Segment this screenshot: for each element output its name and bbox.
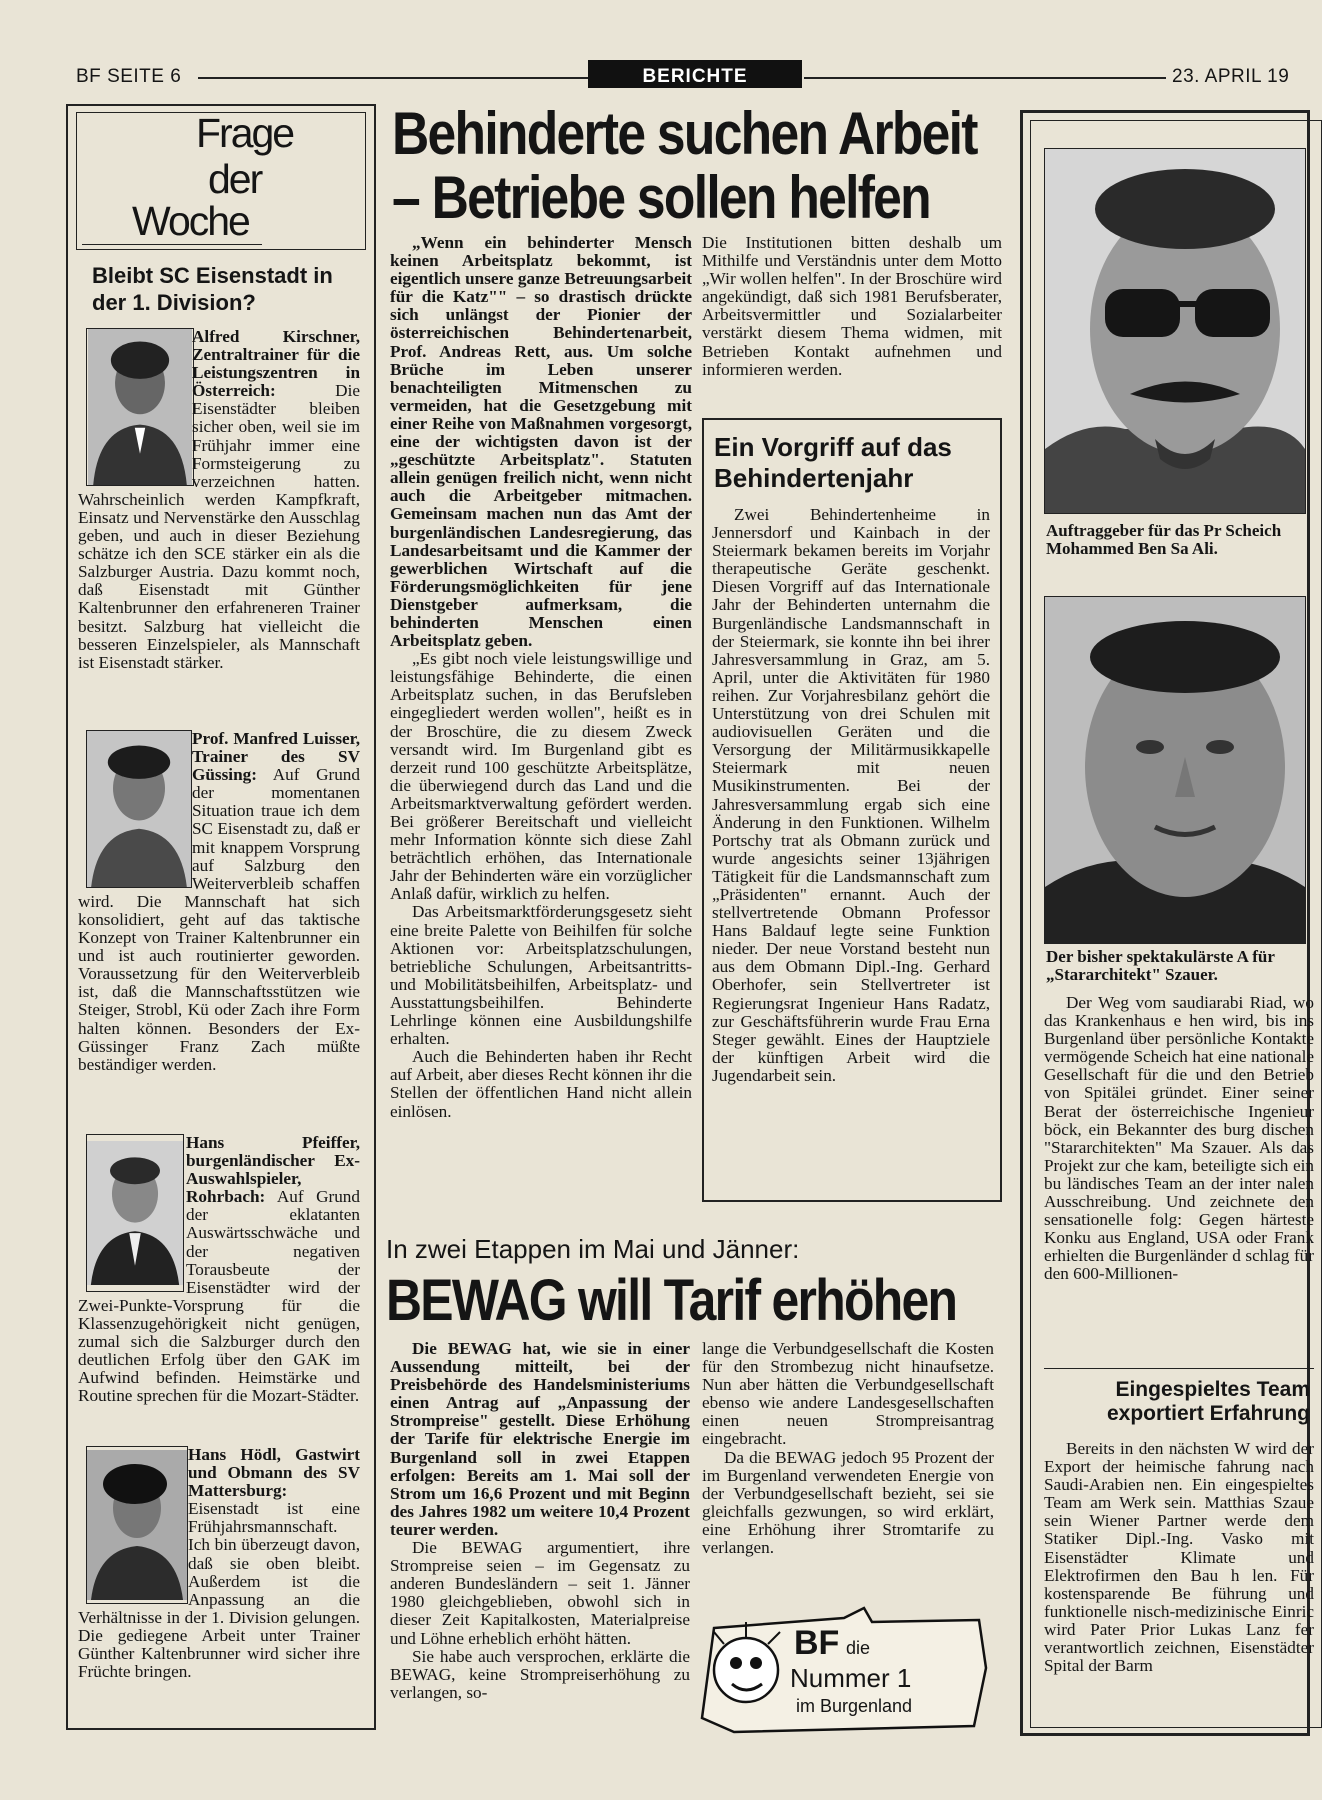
logo-underline (82, 244, 262, 245)
bewag-col2 (702, 1340, 994, 1557)
answer-luisser (78, 730, 360, 1074)
answer-text: Auf Grund der momentanen Situation traue ich dem SC Eisenstadt zu, daß er mit knappem Vorsprung auf Salzburg den Weiterverbleib schaffen wird. Die Mannschaft hat sich konsolidiert, geht auf das taktische Konzept von Trainer Kaltenbrunner ein und ist auch routinierter geworden. Voraussetzung für den Weiterverbleib ist, daß die Mannschaftsstützen wie Steiger, Strobl, Kü oder Zach ihre Form halten können. Besonders der Ex-Güssinger Franz Zach müßte beständiger werden. (78, 765, 360, 1074)
ad-line1: die (846, 1638, 871, 1658)
header-rule-left (198, 77, 588, 79)
answer-name: Alfred Kirschner, Zentraltrainer für die Leistungszentren in Österreich: (192, 327, 360, 401)
main-lead: „Wenn ein behinderter Mensch keinen Arbeitsplatz bekommt, ist eigentlich unsere ganze Betreuungsarbeit für die Katz"" – so drastisch drückte sich unlängst der Pionier der österreichischen Behindertenarbeit, Prof. Andreas Rett, aus. Um solche Brüche im Leben unserer benachteiligten Mitmenschen zu vermeiden, hat die Gesetzgebung mit einer Reihe von Maßnahmen vorgesorgt, eine der wichtigsten davon ist der „geschützte Arbeitsplatz". Statuten allein genügen freilich nicht, wenn nicht auch die Arbeitgeber mitmachen. Gemeinsam machen nun das Amt der burgenländischen Landesregierung, das Landesarbeitsamt und die Kammer der gewerblichen Wirtschaft auf die Förderungsmöglichkeiten für jene Dienstgeber aufmerksam, die behinderten Menschen einen Arbeitsplatz geben. (390, 233, 692, 651)
answer-hoedl (78, 1446, 360, 1681)
vorgriff-text: Zwei Behindertenheime in Jennersdorf und Kainbach in der Steiermark bekamen bereits im Vorjahr therapeutische Geräte geschenkt. Diesen Vorgriff auf das Internationale Jahr der Behinderten unternahm die Burgenländische Landsmannschaft in der Steiermark, sie konnte ihn bei ihrer Jahresversammlung in Graz, am 5. April, unter die Aktivitäten für 1980 reihen. Zur Vorjahresbilanz gehört die Unterstützung von drei Schulen mit audiovisuellen Geräten und die Versorgung der Militärmusikkapelle Steiermark mit neuen Musikinstrumenten. Bei der Jahresversammlung ergab sich eine Änderung in den Funktionen. Wilhelm Portschy trat als Obmann zurück und wurde angesichts seiner 13jährigen Tätigkeit für die Landsmannschaft zum „Präsidenten" ernannt. Auch der stellvertretende Obmann Professor Hans Baldauf legte seine Funktion nieder. Der neue Vorstand besteht nun aus dem Obmann Dipl.-Ing. Gerhard Oberhofer, sein Stellvertreter ist Regierungsrat Ingenieur Hans Radatz, zur Geschäftsführerin wurde Frau Erna Steger gewählt. Eines der Hauptziele der künftigen Arbeit wird die Jugendarbeit sein. (712, 505, 990, 1085)
right-text2-block (1044, 1440, 1314, 1724)
bf-ad (694, 1608, 992, 1736)
issue-date: 23. APRIL 19 (1172, 66, 1290, 87)
main-article-col1 (390, 234, 692, 1121)
main-headline-line2: – Betriebe sollen helfen (392, 164, 930, 231)
ad-line2: Nummer 1 (790, 1663, 912, 1693)
logo-line3: Woche (132, 198, 249, 244)
right-divider (1044, 1368, 1314, 1369)
bewag-p2: Sie habe auch versprochen, erklärte die BEWAG, keine Strompreiserhöhung zu verlangen, so- (390, 1646, 690, 1702)
answer-text: Eisenstadt ist eine Frühjahrsmannschaft. Ich bin überzeugt davon, daß sie oben bleibt. Außerdem ist die Anpassung an die Verhältnisse in der 1. Division gelungen. Die gediegene Arbeit unter Trainer Günther Kaltenbrunner wird sicher ihre Früchte bringen. (78, 1499, 360, 1682)
main-p1: „Es gibt noch viele leistungswillige und leistungsfähige Behinderte, die einen Arbeitsplatz suchen, in das Berufsleben eingegliedert werden wollen", heißt es in der Broschüre, die zu diesem Zweck versandt wird. Im Burgenland gibt es derzeit rund 100 geschützte Arbeitsplätze, die überwiegend durch das Land und die Arbeitsmarktverwaltung gefördert werden. Bei größerer Bereitschaft und vielleicht mehr Information könnte sich diese Zahl beträchtlich erhöhen, das Internationale Jahr der Behinderten wäre ein vorzüglicher Anlaß dafür, wirklich zu helfen. (390, 649, 692, 904)
bewag-lead: Die BEWAG hat, wie sie in einer Aussendung mitteilt, bei der Preisbehörde des Handelsministeriums einen Antrag auf „Anpassung der Strompreise" gestellt. Diese Erhöhung der Tarife für elektrische Energie im Burgenland soll in zwei Etappen erfolgen: Bereits am 1. Mai soll der Strom um 16,6 Prozent und mit Beginn des Jahres 1982 um weitere 10,4 Prozent teurer werden. (390, 1339, 690, 1539)
photo-szauer (1044, 596, 1306, 944)
right-subhead: Eingespieltes Team exportiert Erfahrung (1106, 1378, 1310, 1425)
caption-scheich: Auftraggeber für das Pr Scheich Mohammed Ben Sa Ali. (1046, 521, 1282, 558)
bewag-col1 (390, 1340, 690, 1702)
bewag-kicker: In zwei Etappen im Mai und Jänner: (386, 1234, 800, 1264)
frage-question: Bleibt SC Eisenstadt in der 1. Division? (92, 263, 333, 315)
answer-pfeiffer (78, 1134, 360, 1405)
page-label: SEITE 6 (107, 66, 182, 87)
answer-name: Hans Hödl, Gastwirt und Obmann des SV Mattersburg: (188, 1445, 360, 1501)
answer-kirschner (78, 328, 360, 672)
main-p2: Das Arbeitsmarktförderungsgesetz sieht eine breite Palette von Beihilfen für solche Aktionen vor: Arbeitsplatzschulungen, betriebliche Schulungen, Arbeitsantritts- und Mobilitätsbeihilfen, Arbeitsplatz- und Ausstattungsbeihilfen. Behinderte Lehrlinge können eine Ausbildungshilfe erhalten. (390, 902, 692, 1049)
header-rule-right (804, 77, 1166, 79)
ad-line3: im Burgenland (796, 1696, 913, 1716)
photo-scheich (1044, 148, 1306, 514)
main-headline-line1: Behinderte suchen Arbeit (392, 100, 977, 167)
section-label-text: BERICHTE (642, 66, 748, 87)
ad-brand: BF (794, 1624, 840, 1662)
main-article-col2 (702, 234, 1002, 379)
bewag-p1: Die BEWAG argumentiert, ihre Strompreise seien – im Gegensatz zu anderen Bundesländern – seit 1. Jänner 1980 gleichgeblieben, obwohl sich in dieser Zeit Kapitalkosten, Materialpreise und Löhne erheblich erhöht hätten. (390, 1538, 690, 1648)
vorgriff-title: Ein Vorgriff auf das Behindertenjahr (714, 432, 952, 493)
logo-line1: Frage (196, 110, 294, 156)
vorgriff-text-block (712, 506, 990, 1085)
answer-name: Prof. Manfred Luisser, Trainer des SV Güssing: (192, 729, 360, 785)
paper-short: BF (76, 66, 102, 87)
bewag-p3: lange die Verbundgesellschaft die Kosten für den Strombezug nicht hinaufsetze. Nun aber hätten die Verbundgesellschaft ebenso wie andere Landesgesellschaften einen neuen Strompreisantrag eingebracht. (702, 1339, 994, 1449)
right-text1: Der Weg vom saudiarabi Riad, wo das Krankenhaus e hen wird, bis ins Burgenland über persönliche Kontakte vermögende Scheich hat eine nationale Gesellschaft für die und den Betrieb von Spitälei gründet. Einer seiner Berat der österreichische Ingenieur böck, ein Bekannter des burg dischen "Stararchitekten" Ma Szauer. Als das Projekt zur che kam, beteiligte sich ein bu ländisches Team an der inter nalen Ausschreibung. Und zeichnete den sensationelle folg: Gegen härteste Konku aus England, USA oder Frank erhielten die Burgenländer d schlag für den 600-Millionen- (1044, 993, 1314, 1284)
right-text2: Bereits in den nächsten W wird der Export der heimische fahrung nach Saudi-Arabien nen. Ein eingespieltes Team am Werk sein. Matthias Szaue sein Wiener Partner werde dem Statiker Dipl.-Ing. Vasko mit Eisenstädter Klimate und Elektrofirmen den Bau h len. Für kostensparende Be führung und funktionelle nisch-medizinische Einric wird Pater Prior Lukas Lanz fer verantwortlich zeichnen, Eisenstädter Spital der Barm (1044, 1439, 1314, 1676)
caption-szauer: Der bisher spektakulärste A für „Stararchitekt" Szauer. (1046, 947, 1275, 984)
section-label (588, 60, 802, 88)
main-p4: Die Institutionen bitten deshalb um Mithilfe und Verständnis unter dem Motto „Wir wollen helfen". In der Broschüre wird angekündigt, daß sich 1981 Berufsberater, Arbeitsvermittler und Sozialarbeiter verstärkt diesem Thema widmen, mit Betrieben Kontakt aufnehmen und informieren werden. (702, 233, 1002, 379)
answer-text: Die Eisenstädter bleiben sicher oben, weil sie im Frühjahr immer eine Formsteigerung zu verzeichnen hatten. Wahrscheinlich werden Kampfkraft, Einsatz und Nervenstärke den Ausschlag geben, und auch in dieser Beziehung schätze ich den SCE stärker ein als die Salzburger Austria. Dazu kommt noch, daß Eisenstadt mit Günther Kaltenbrunner den erfahreneren Trainer besitzt. Salzburg hat vielleicht die besseren Einzelspieler, als Mannschaft ist Eisenstadt stärker. (78, 381, 360, 672)
page-number (76, 66, 181, 88)
main-p3: Auch die Behinderten haben ihr Recht auf Arbeit, aber dieses Recht können ihr die Stellen der öffentlichen Hand nicht allein einlösen. (390, 1047, 692, 1121)
logo-line2: der (208, 156, 262, 202)
right-text1-block (1044, 993, 1314, 1284)
answer-name: Hans Pfeiffer, burgenländischer Ex-Auswahlspieler, Rohrbach: (186, 1133, 360, 1207)
bewag-p4: Da die BEWAG jedoch 95 Prozent der im Burgenland verwendeten Energie von der Verbundgesellschaft bezieht, sei sie gleichfalls gezwungen, so wird erklärt, eine Erhöhung ihrer Stromtarife zu verlangen. (702, 1447, 994, 1558)
answer-text: Auf Grund der eklatanten Auswärtsschwäche und der negativen Torausbeute der Eisenstädter wird der Zwei-Punkte-Vorsprung für die Klassenzugehörigkeit nicht genügen, zumal sich die Salzburger durch den deutlichen Erfolg über den GAK im Aufwind befinden. Heimstärke und Routine sprechen für die Mozart-Städter. (78, 1187, 360, 1406)
bewag-headline: BEWAG will Tarif erhöhen (386, 1268, 957, 1333)
